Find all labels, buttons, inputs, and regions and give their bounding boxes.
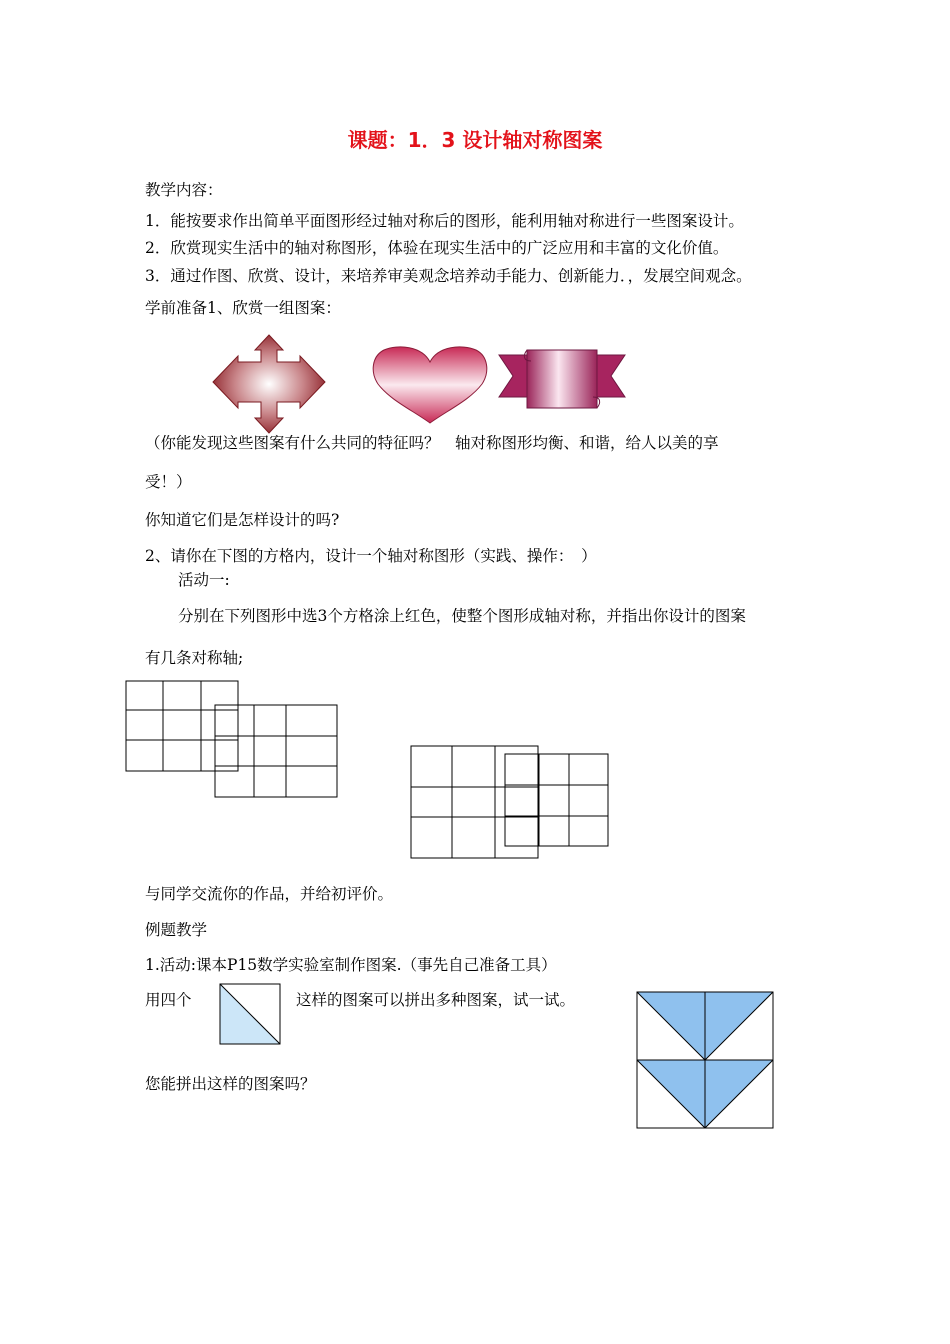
grid-figure-b (410, 745, 610, 861)
triangle-tile-icon (219, 983, 281, 1045)
question-line-2: 受！） (145, 473, 192, 491)
content-heading: 教学内容： (145, 181, 223, 199)
use-four-suffix: 这样的图案可以拼出多种图案，试一试。 (296, 991, 576, 1009)
example-heading: 例题教学 (145, 921, 208, 939)
how-designed: 你知道它们是怎样设计的吗? (145, 511, 340, 529)
heart-tile-pattern (636, 991, 776, 1131)
grid-figure-a (125, 680, 340, 800)
heart-icon (370, 344, 490, 424)
activity-1: 活动一: (178, 571, 230, 589)
objective-3: 3．通过作图、欣赏、设计，来培养审美观念培养动手能力、创新能力．，发展空间观念。 (145, 267, 752, 285)
activity-line: 1.活动:课本P15数学实验室制作图案.（事先自己准备工具） (145, 956, 557, 974)
exchange-text: 与同学交流你的作品，并给初评价。 (145, 885, 394, 903)
can-you-question: 您能拼出这样的图案吗？ (145, 1075, 316, 1093)
instruction-line-2: 有几条对称轴; (145, 649, 244, 667)
use-four-prefix: 用四个 (145, 991, 192, 1009)
objective-2: 2．欣赏现实生活中的轴对称图形，体验在现实生活中的广泛应用和丰富的文化价值。 (145, 239, 729, 257)
arrow-cross-icon (212, 334, 326, 434)
task-2: 2、请你在下图的方格内，设计一个轴对称图形（实践、操作： ） (145, 547, 597, 565)
instruction-line-1: 分别在下列图形中选3个方格涂上红色，使整个图形成轴对称，并指出你设计的图案 (178, 607, 746, 625)
ribbon-banner-icon (497, 349, 627, 411)
objective-1: 1．能按要求作出简单平面图形经过轴对称后的图形，能利用轴对称进行一些图案设计。 (145, 212, 744, 230)
prep-heading: 学前准备1、欣赏一组图案： (145, 299, 341, 317)
question-line-1: （你能发现这些图案有什么共同的特征吗？ 轴对称图形均衡、和谐，给人以美的享 (145, 434, 719, 452)
page-title: 课题：1．3 设计轴对称图案 (347, 128, 603, 152)
